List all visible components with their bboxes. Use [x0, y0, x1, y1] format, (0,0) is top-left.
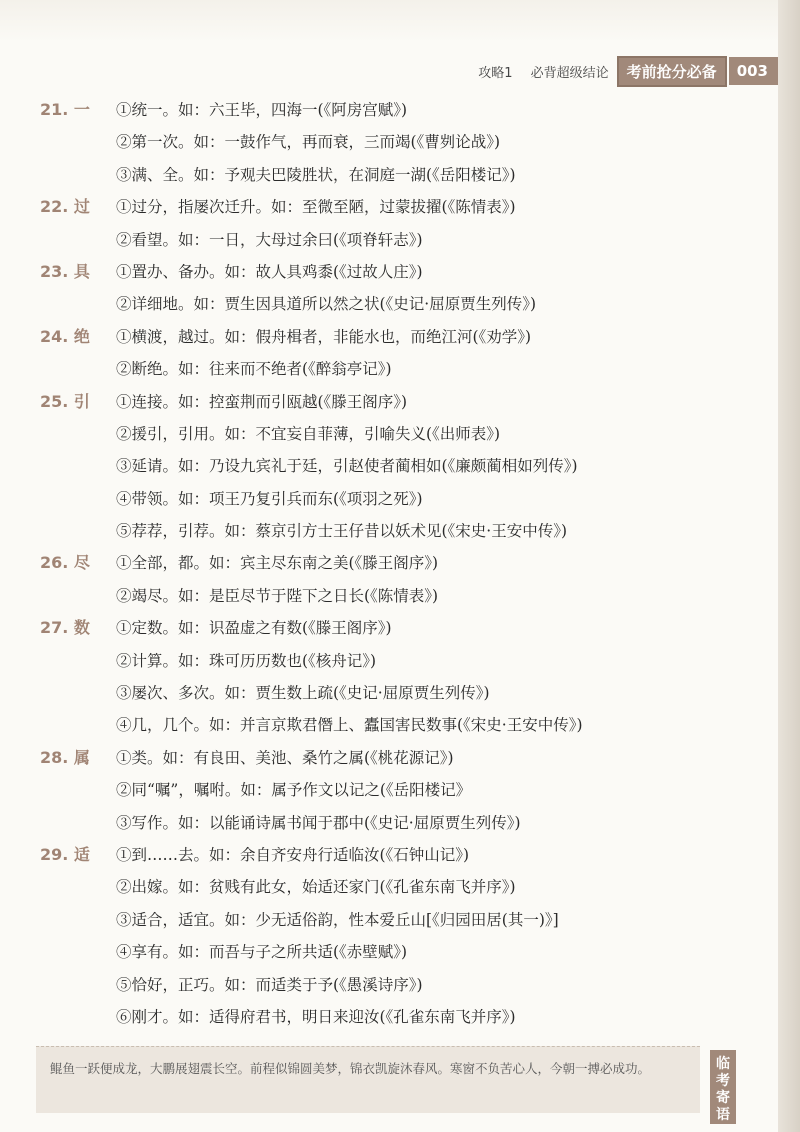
- header-title: 必背超级结论: [530, 65, 609, 81]
- footer-motto: 鲲鱼一跃便成龙，大鹏展翅震长空。前程似锦圆美梦，锦衣凯旋沐春风。寒窗不负苦心人，今朝一搏必成功。: [50, 1061, 651, 1076]
- entry-sense: ①置办、备办。如：故人具鸡黍(《过故人庄》): [116, 262, 423, 281]
- entry-sense: ②同“嘱”，嘱咐。如：属予作文以记之(《岳阳楼记》: [116, 781, 472, 800]
- entry-sense: ①定数。如：识盈虚之有数(《滕王阁序》): [116, 619, 392, 638]
- entry-sense: ②详细地。如：贾生因具道所以然之状(《史记·屈原贾生列传》): [116, 295, 537, 314]
- entry-head: 26. 尽: [40, 553, 90, 573]
- entry-sense: ②出嫁。如：贫贱有此女，始适还家门(《孔雀东南飞并序》): [116, 878, 516, 897]
- entry-head: 21. 一: [40, 100, 90, 119]
- entry-head: 24. 绝: [40, 326, 90, 346]
- page-header: [464, 58, 778, 84]
- entry-head: 29. 适: [40, 844, 90, 864]
- vocab-entry-28: [40, 742, 740, 839]
- entry-sense: ②断绝。如：往来而不绝者(《醉翁亭记》): [116, 360, 392, 379]
- vocab-entry-23: [40, 256, 740, 321]
- page-top-strip: [0, 0, 800, 42]
- entry-sense: ①过分，指屡次迁升。如：至微至陋，过蒙拔擢(《陈情表》): [116, 198, 516, 217]
- entry-head: 27. 数: [40, 618, 90, 638]
- vocab-entry-29: [40, 839, 740, 1033]
- entry-head: 23. 具: [40, 261, 90, 281]
- entry-sense: ②援引，引用。如：不宜妄自菲薄，引喻失义(《出师表》): [116, 424, 501, 443]
- entry-sense: ③满、全。如：予观夫巴陵胜状，在洞庭一湖(《岳阳楼记》): [116, 165, 516, 184]
- vocab-entry-21: [40, 94, 740, 191]
- entry-sense: ②竭尽。如：是臣尽节于陛下之日长(《陈情表》): [116, 586, 439, 605]
- header-badge: 考前抢分必备: [617, 56, 727, 87]
- header-section: 攻略1: [478, 65, 513, 81]
- footer-side-label: 临考寄语: [710, 1050, 736, 1124]
- entry-head: 25. 引: [40, 391, 90, 411]
- entry-sense: ⑤恰好，正巧。如：而适类于予(《愚溪诗序》): [116, 975, 423, 994]
- entry-sense: ③写作。如：以能诵诗属书闻于郡中(《史记·屈原贾生列传》): [116, 813, 521, 832]
- footer-box: [36, 1046, 700, 1113]
- entry-sense: ③适合，适宜。如：少无适俗韵，性本爱丘山[《归园田居(其一)》]: [116, 910, 559, 929]
- entry-sense: ②看望。如：一日，大母过余曰(《项脊轩志》): [116, 230, 423, 249]
- entry-sense: ②第一次。如：一鼓作气，再而衰，三而竭(《曹刿论战》): [116, 133, 501, 152]
- vocab-entry-22: [40, 191, 740, 256]
- entry-head: 22. 过: [40, 197, 90, 217]
- vocab-entry-27: [40, 612, 740, 742]
- entry-sense: ①到……去。如：余自齐安舟行适临汝(《石钟山记》): [116, 845, 470, 864]
- vocab-entry-24: [40, 321, 740, 386]
- entry-sense: ②计算。如：珠可历历数也(《核舟记》): [116, 651, 377, 670]
- entry-sense: ③屡次、多次。如：贾生数上疏(《史记·屈原贾生列传》): [116, 684, 490, 703]
- entry-sense: ①类。如：有良田、美池、桑竹之属(《桃花源记》): [116, 748, 454, 767]
- vocab-entry-25: [40, 386, 740, 548]
- entry-sense: ④享有。如：而吾与子之所共适(《赤壁赋》): [116, 943, 408, 962]
- entry-head: 28. 属: [40, 747, 90, 767]
- entry-sense: ③延请。如：乃设九宾礼于廷，引赵使者蔺相如(《廉颇蔺相如列传》): [116, 457, 578, 476]
- entry-sense: ④几，几个。如：并言京欺君僭上、蠹国害民数事(《宋史·王安中传》): [116, 716, 583, 735]
- entry-sense: ⑥刚才。如：适得府君书，明日来迎汝(《孔雀东南飞并序》): [116, 1007, 516, 1026]
- entry-sense: ①统一。如：六王毕，四海一(《阿房宫赋》): [116, 101, 408, 119]
- entry-sense: ①全部，都。如：宾主尽东南之美(《滕王阁序》): [116, 554, 439, 573]
- entry-sense: ④带领。如：项王乃复引兵而东(《项羽之死》): [116, 489, 423, 508]
- header-breadcrumb: [464, 62, 608, 81]
- page-number: 003: [729, 57, 778, 85]
- vocab-entry-26: [40, 547, 740, 612]
- entry-sense: ①连接。如：控蛮荆而引瓯越(《滕王阁序》): [116, 392, 408, 411]
- entry-sense: ⑤荐荐，引荐。如：蔡京引方士王仔昔以妖术见(《宋史·王安中传》): [116, 522, 568, 541]
- page-edge-shadow: [778, 0, 800, 1132]
- entry-sense: ①横渡，越过。如：假舟楫者，非能水也，而绝江河(《劝学》): [116, 327, 532, 346]
- vocabulary-list: [40, 94, 740, 1033]
